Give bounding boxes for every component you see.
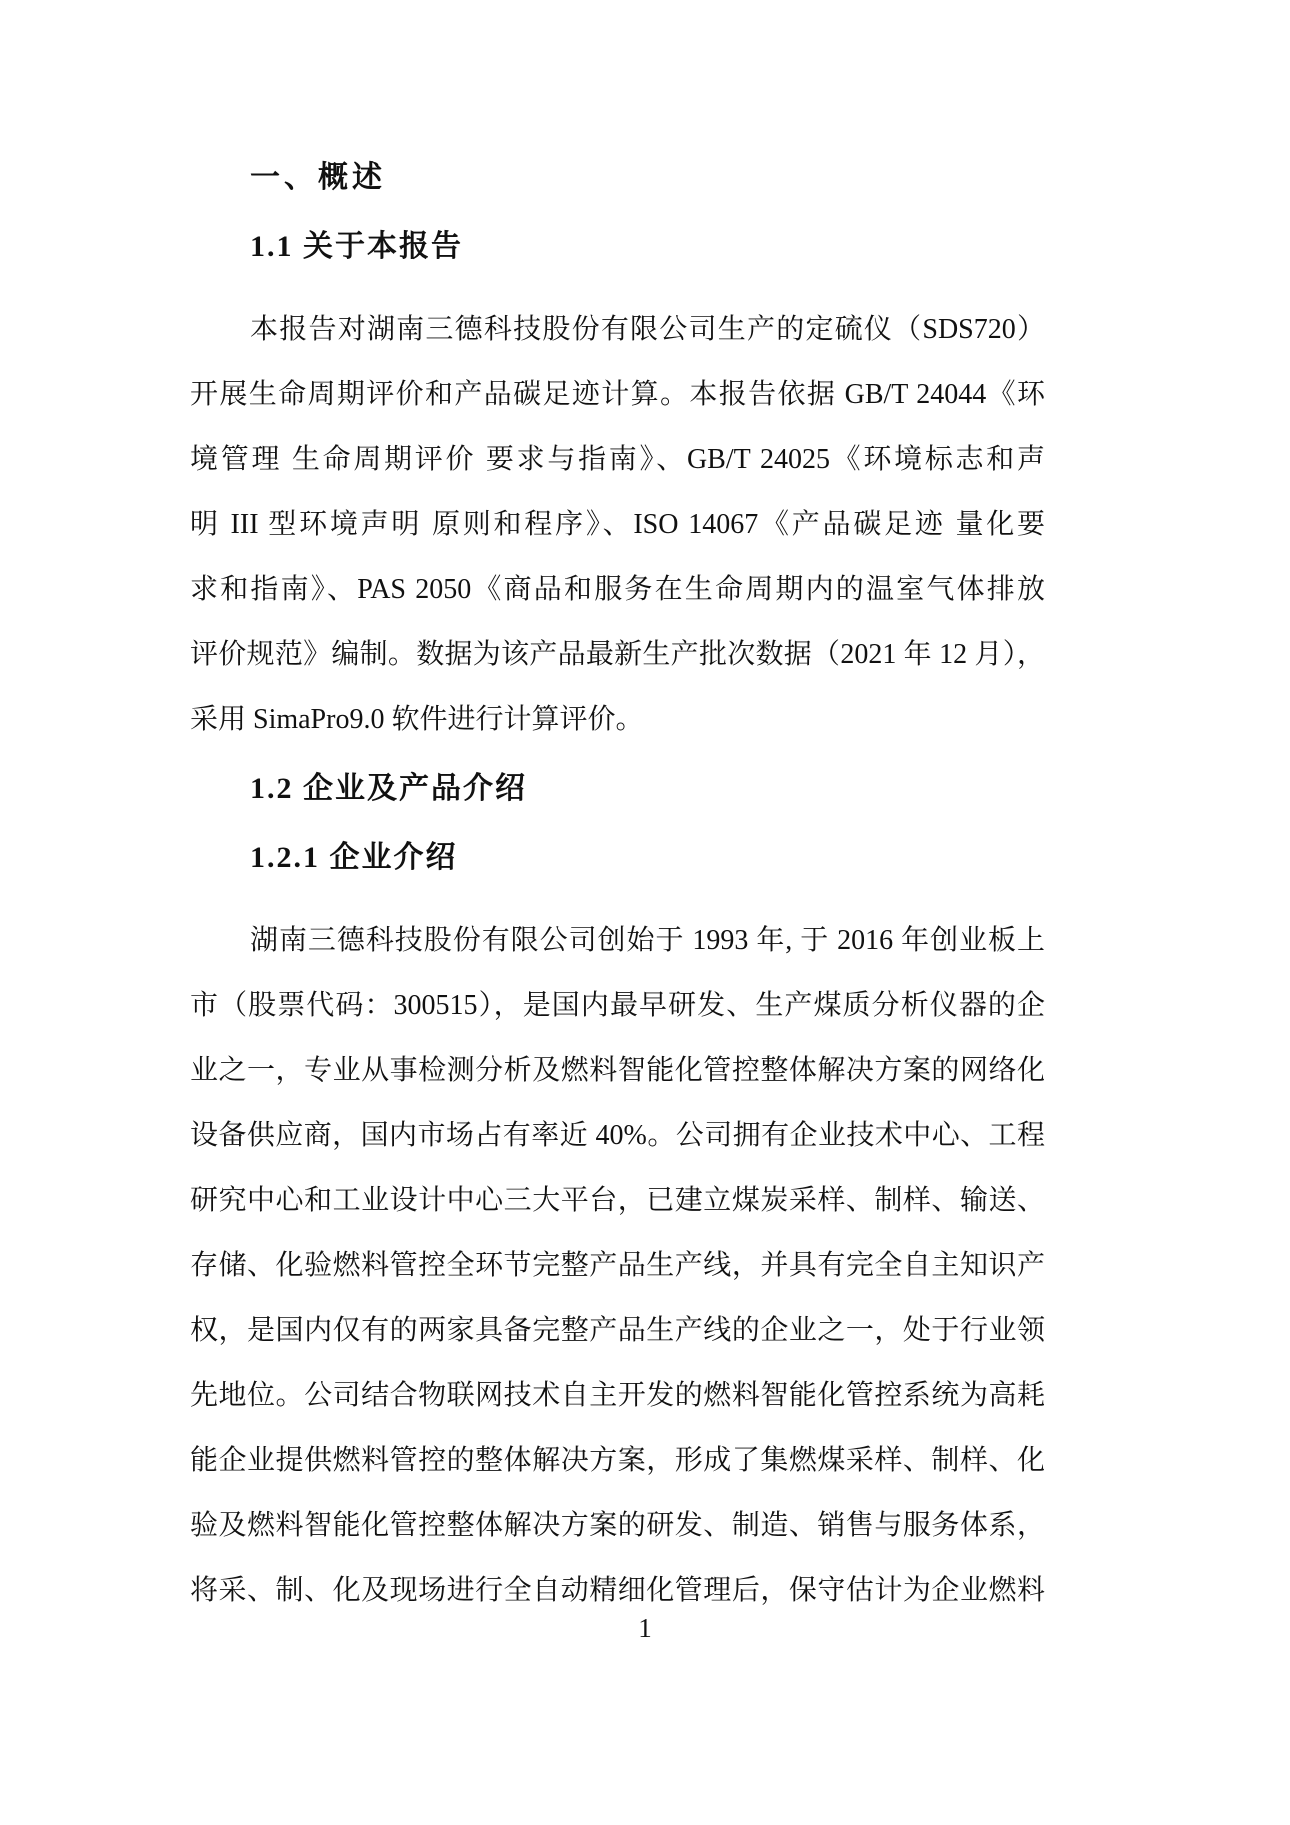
- paragraph-line: 评价规范》编制。数据为该产品最新生产批次数据（2021 年 12 月），: [190, 639, 1045, 670]
- paragraph-line: 设备供应商，国内市场占有率近 40%。公司拥有企业技术中心、工程: [190, 1120, 1045, 1151]
- paragraph-line: 将采、制、化及现场进行全自动精细化管理后，保守估计为企业燃料: [190, 1575, 1045, 1606]
- paragraph-line: 研究中心和工业设计中心三大平台，已建立煤炭采样、制样、输送、: [190, 1185, 1045, 1216]
- paragraph-line: 权，是国内仅有的两家具备完整产品生产线的企业之一，处于行业领: [190, 1315, 1045, 1346]
- section-heading-h2: 1.1 关于本报告: [250, 230, 463, 263]
- document-content: [190, 145, 1045, 1623]
- paragraph-line: 市（股票代码：300515），是国内最早研发、生产煤质分析仪器的企: [190, 990, 1045, 1021]
- section-heading-h2: 1.2 企业及产品介绍: [250, 772, 527, 805]
- paragraph-line: 开展生命周期评价和产品碳足迹计算。本报告依据 GB/T 24044《环: [190, 379, 1045, 410]
- paragraph-line: 明 III 型环境声明 原则和程序》、ISO 14067《产品碳足迹 量化要: [190, 509, 1045, 540]
- section-heading-h1: 一、概述: [250, 161, 386, 194]
- paragraph-line: 业之一，专业从事检测分析及燃料智能化管控整体解决方案的网络化: [190, 1055, 1045, 1086]
- paragraph-line: 求和指南》、PAS 2050《商品和服务在生命周期内的温室气体排放: [190, 574, 1045, 605]
- paragraph-line: 验及燃料智能化管控整体解决方案的研发、制造、销售与服务体系，: [190, 1510, 1045, 1541]
- paragraph-line: 能企业提供燃料管控的整体解决方案，形成了集燃煤采样、制样、化: [190, 1445, 1045, 1476]
- page-number: 1: [638, 1613, 652, 1643]
- paragraph-line: 先地位。公司结合物联网技术自主开发的燃料智能化管控系统为高耗: [190, 1380, 1045, 1411]
- paragraph-line: 湖南三德科技股份有限公司创始于 1993 年, 于 2016 年创业板上: [250, 925, 1045, 956]
- paragraph-line: 本报告对湖南三德科技股份有限公司生产的定硫仪（SDS720）: [250, 314, 1045, 345]
- paragraph-line: 采用 SimaPro9.0 软件进行计算评价。: [190, 704, 644, 735]
- paragraph-line: 境管理 生命周期评价 要求与指南》、GB/T 24025《环境标志和声: [190, 444, 1045, 475]
- section-heading-h3: 1.2.1 企业介绍: [250, 841, 458, 874]
- paragraph-line: 存储、化验燃料管控全环节完整产品生产线，并具有完全自主知识产: [190, 1250, 1045, 1281]
